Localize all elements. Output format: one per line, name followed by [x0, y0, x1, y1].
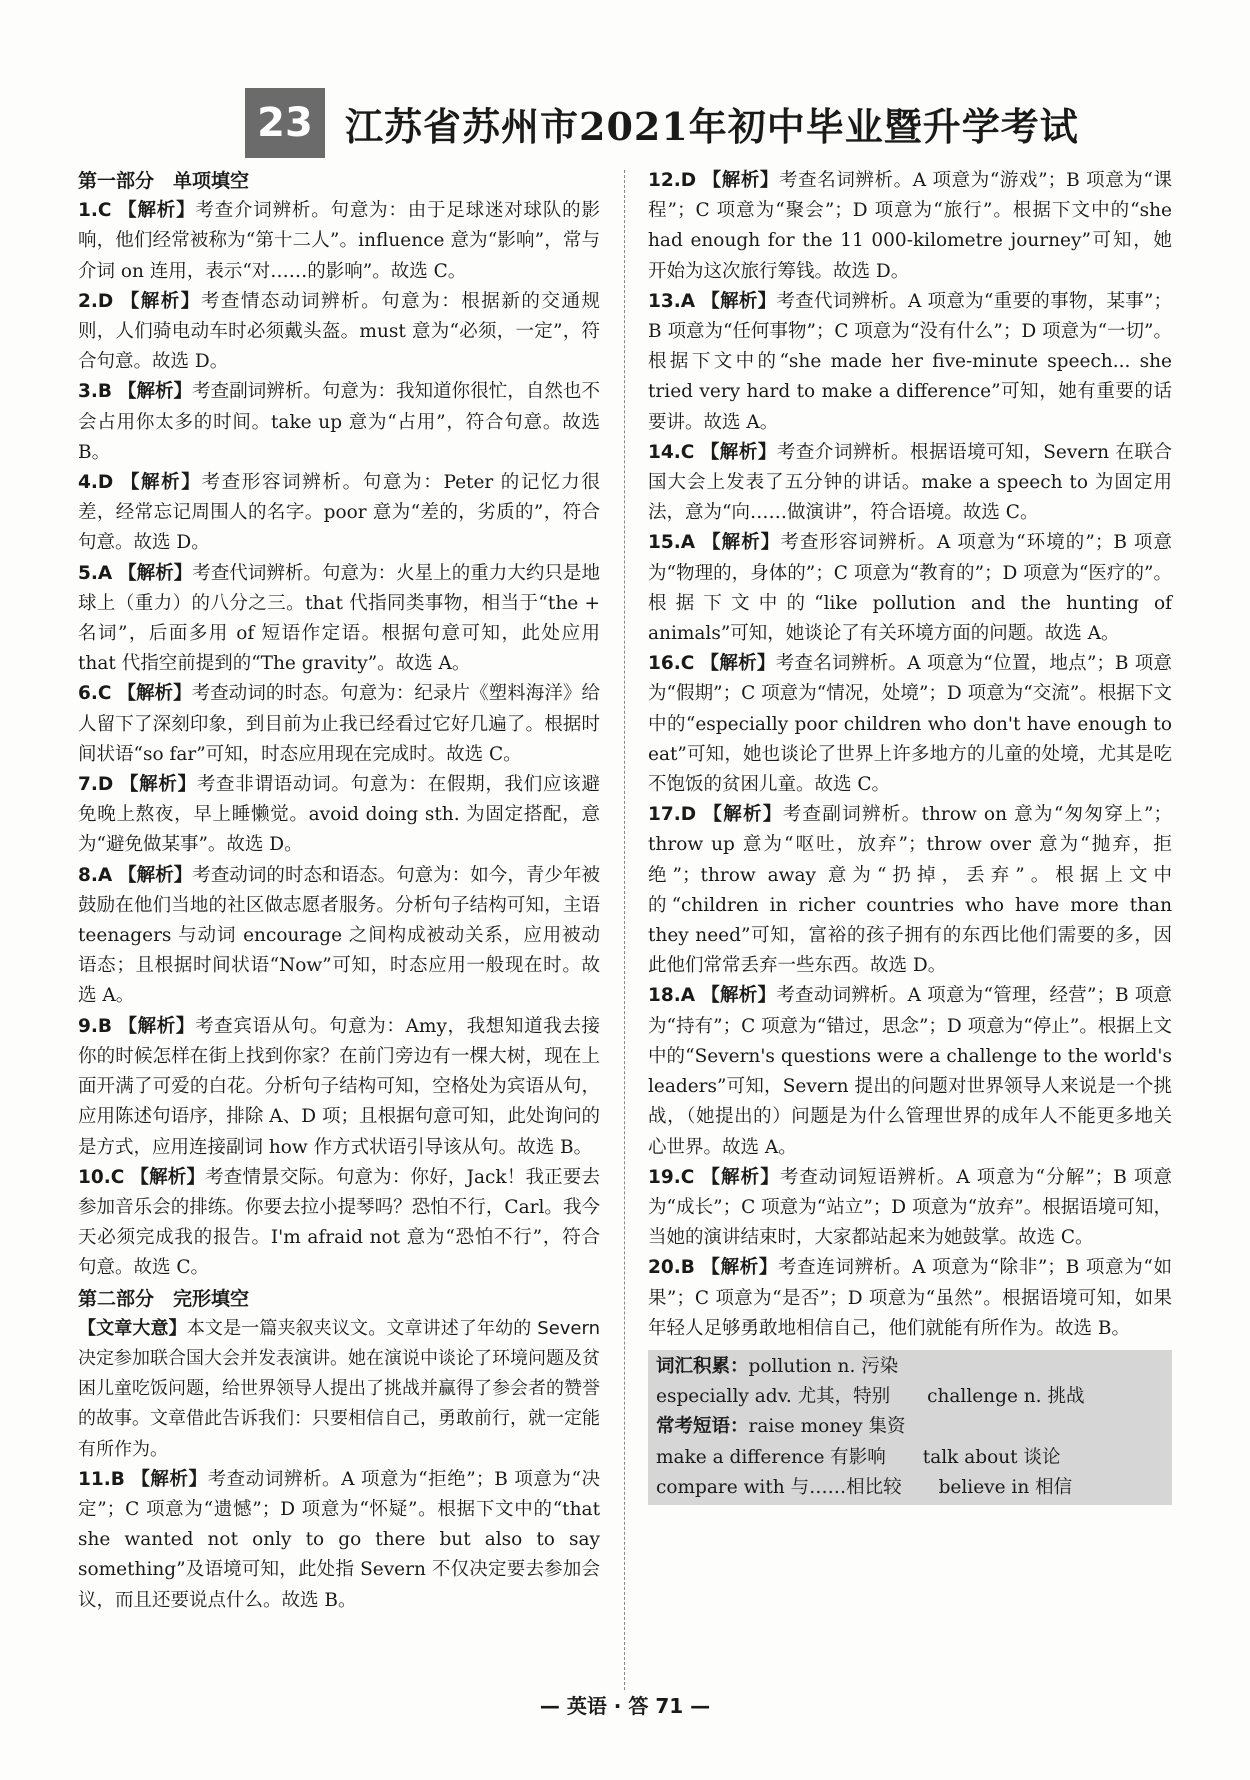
- answer-item: 9.B 【解析】考查宾语从句。句意为：Amy，我想知道我去接你的时候怎样在街上找到你家？在前门旁边有一棵大树，现在上面开满了可爱的白花。分析句子结构可知，空格处为宾语从句，应用陈述句语序，排除 A、D 项；且根据句意可知，此处询问的是方式，应用连接副词 how 作方式状语引导该从句。故选 B。: [78, 1015, 600, 1158]
- answer-item: 18.A 【解析】考查动词辨析。A 项意为“管理，经营”；B 项意为“持有”；C 项意为“错过，思念”；D 项意为“停止”。根据上文中的“Severn's questions were a challenge to the world's leaders”可知，Severn 提出的问题对世界领导人来说是一个挑战，（她提出的）问题是为什么管理世界的成年人不能更多地关心世界。故选 A。: [648, 985, 1172, 1158]
- exam-title: 江苏省苏州市2021年初中毕业暨升学考试: [345, 103, 1079, 149]
- article-summary: 【文章大意】本文是一篇夹叙夹议文。文章讲述了年幼的 Severn 决定参加联合国大会并发表演讲。她在演说中谈论了环境问题及贫困儿童吃饭问题，给世界领导人提出了挑战并赢得了参会者的赞誉的故事。文章借此告诉我们：只要相信自己，勇敢前行，就一定能有所作为。: [78, 1317, 600, 1460]
- answer-item: 4.D 【解析】考查形容词辨析。句意为：Peter 的记忆力很差，经常忘记周围人的名字。poor 意为“差的，劣质的”，符合句意。故选 D。: [78, 472, 600, 554]
- vocab-line: especially adv. 尤其，特别 challenge n. 挑战: [656, 1386, 1085, 1408]
- answer-item: 11.B 【解析】考查动词辨析。A 项意为“拒绝”；B 项意为“决定”；C 项意为“遗憾”；D 项意为“怀疑”。根据下文中的“that she wanted not only to go there but also to say something”及语境可知，此处指 Severn 不仅决定要去参加会议，而且还要说点什么。故选 B。: [78, 1468, 600, 1611]
- vocab-line: 词汇积累：pollution n. 污染: [656, 1355, 899, 1377]
- phrase-line: make a difference 有影响 talk about 谈论: [656, 1446, 1061, 1468]
- exam-number-badge: 23: [245, 88, 325, 158]
- answer-item: 7.D 【解析】考查非谓语动词。句意为：在假期，我们应该避免晚上熬夜，早上睡懒觉。avoid doing sth. 为固定搭配，意为“避免做某事”。故选 D。: [78, 774, 600, 856]
- answer-item: 19.C 【解析】考查动词短语辨析。A 项意为“分解”；B 项意为“成长”；C 项意为“站立”；D 项意为“放弃”。根据语境可知，当她的演讲结束时，大家都站起来为她鼓掌。故选 C。: [648, 1166, 1172, 1249]
- answer-item: 17.D 【解析】考查副词辨析。throw on 意为“匆匆穿上”；throw up 意为“呕吐，放弃”；throw over 意为“抛弃，拒绝”；throw away 意为“扔掉，丢弃”。根据上文中的“children in richer countries who have more than they need”可知，富裕的孩子拥有的东西比他们需要的多，因此他们常常丢弃一些东西。故选 D。: [648, 804, 1172, 977]
- answer-item: 16.C 【解析】考查名词辨析。A 项意为“位置，地点”；B 项意为“假期”；C 项意为“情况，处境”；D 项意为“交流”。根据下文中的“especially poor children who don't have enough to eat”可知，她也谈论了世界上许多地方的儿童的处境，尤其是吃不饱饭的贫困儿童。故选 C。: [648, 653, 1172, 796]
- answer-item: 2.D 【解析】考查情态动词辨析。句意为：根据新的交通规则，人们骑电动车时必须戴头盔。must 意为“必须，一定”，符合句意。故选 D。: [78, 290, 600, 373]
- answer-item: 14.C 【解析】考查介词辨析。根据语境可知，Severn 在联合国大会上发表了五分钟的讲话。make a speech to 为固定用法，意为“向……做演讲”，符合语境。故选 C。: [648, 441, 1172, 524]
- left-column: [78, 166, 600, 1616]
- answer-item: 10.C 【解析】考查情景交际。句意为：你好，Jack！我正要去参加音乐会的排练。你要去拉小提琴吗？恐怕不行，Carl。我今天必须完成我的报告。I'm afraid not 意为“恐怕不行”，符合句意。故选 C。: [78, 1166, 600, 1279]
- answer-item: 12.D 【解析】考查名词辨析。A 项意为“游戏”；B 项意为“课程”；C 项意为“聚会”；D 项意为“旅行”。根据下文中的“she had enough for the 11 000-kilometre journey”可知，她开始为这次旅行筹钱。故选 D。: [648, 170, 1172, 282]
- answer-item: 15.A 【解析】考查形容词辨析。A 项意为“环境的”；B 项意为“物理的，身体的”；C 项意为“教育的”；D 项意为“医疗的”。根据下文中的“like pollution and the hunting of animals”可知，她谈论了有关环境方面的问题。故选 A。: [648, 532, 1172, 645]
- answer-item: 13.A 【解析】考查代词辨析。A 项意为“重要的事物，某事”；B 项意为“任何事物”；C 项意为“没有什么”；D 项意为“一切”。根据下文中的“she made her five-minute speech... she tried very hard to make a difference”可知，她有重要的话要讲。故选 A。: [648, 290, 1172, 433]
- vocabulary-box: [648, 1350, 1172, 1505]
- answer-item: 5.A 【解析】考查代词辨析。句意为：火星上的重力大约只是地球上（重力）的八分之三。that 代指同类事物，相当于“the + 名词”，后面多用 of 短语作定语。根据句意可知，此处应用 that 代指空前提到的“The gravity”。故选 A。: [78, 562, 600, 675]
- phrase-line: 常考短语：raise money 集资: [656, 1416, 906, 1438]
- answer-item: 3.B 【解析】考查副词辨析。句意为：我知道你很忙，自然也不会占用你太多的时间。take up 意为“占用”，符合句意。故选 B。: [78, 381, 600, 463]
- column-divider: [624, 170, 625, 1690]
- phrase-line: compare with 与……相比较 believe in 相信: [656, 1476, 1073, 1498]
- section-heading-1: 第一部分 单项填空: [78, 170, 250, 192]
- answer-item: 6.C 【解析】考查动词的时态。句意为：纪录片《塑料海洋》给人留下了深刻印象，到目前为止我已经看过它好几遍了。根据时间状语“so far”可知，时态应用现在完成时。故选 C。: [78, 683, 600, 765]
- answer-item: 20.B 【解析】考查连词辨析。A 项意为“除非”；B 项意为“如果”；C 项意为“是否”；D 项意为“虽然”。根据语境可知，如果年轻人足够勇敢地相信自己，他们就能有所作为。故选 B。: [648, 1257, 1172, 1339]
- right-column: [648, 166, 1172, 1505]
- answer-item: 1.C 【解析】考查介词辨析。句意为：由于足球迷对球队的影响，他们经常被称为“第十二人”。influence 意为“影响”，常与介词 on 连用，表示“对……的影响”。故选 C。: [78, 200, 600, 282]
- answer-item: 8.A 【解析】考查动词的时态和语态。句意为：如今，青少年被鼓励在他们当地的社区做志愿者服务。分析句子结构可知，主语 teenagers 与动词 encourage 之间构成被动关系，应用被动语态；且根据时间状语“Now”可知，时态应用一般现在时。故选 A。: [78, 864, 600, 1007]
- page-header: [245, 88, 1079, 158]
- section-heading-2: 第二部分 完形填空: [78, 1287, 250, 1310]
- page-footer: — 英语 · 答 71 —: [539, 1694, 711, 1718]
